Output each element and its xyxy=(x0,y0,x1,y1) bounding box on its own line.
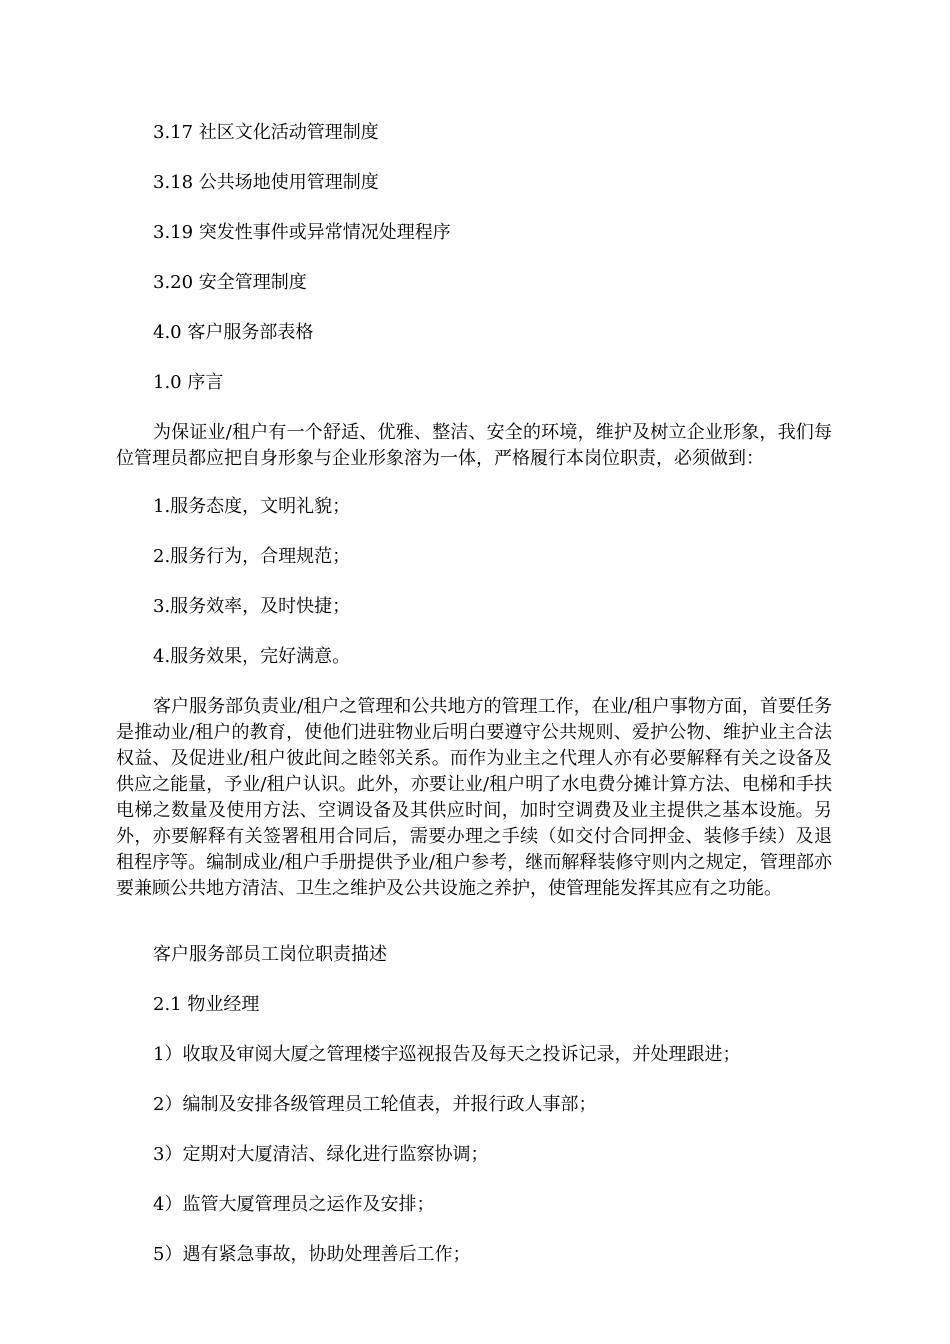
duty-item: 2）编制及安排各级管理员工轮值表，并报行政人事部； xyxy=(153,1094,597,1115)
toc-item: 3.19 突发性事件或异常情况处理程序 xyxy=(153,222,451,243)
duty-item: 5）遇有紧急事故，协助处理善后工作； xyxy=(153,1244,471,1265)
section-heading: 1.0 序言 xyxy=(153,372,224,393)
intro-paragraph: 为保证业/租户有一个舒适、优雅、整洁、安全的环境，维护及树立企业形象，我们每位管理员都应把自身形象与企业形象溶为一体，严格履行本岗位职责，必须做到： xyxy=(116,422,832,469)
service-point: 2.服务行为，合理规范； xyxy=(153,546,351,567)
duty-item: 4）监管大厦管理员之运作及安排； xyxy=(153,1194,435,1215)
service-point: 4.服务效果，完好满意。 xyxy=(153,646,351,667)
toc-item: 4.0 客户服务部表格 xyxy=(153,322,314,343)
toc-item: 3.18 公共场地使用管理制度 xyxy=(153,172,379,193)
toc-item: 3.20 安全管理制度 xyxy=(153,272,307,293)
role-title: 2.1 物业经理 xyxy=(153,994,260,1015)
toc-item: 3.17 社区文化活动管理制度 xyxy=(153,122,379,143)
duty-item: 1）收取及审阅大厦之管理楼宇巡视报告及每天之投诉记录，并处理跟进； xyxy=(153,1044,741,1065)
duty-item: 3）定期对大厦清洁、绿化进行监察协调； xyxy=(153,1144,489,1165)
department-paragraph: 客户服务部负责业/租户之管理和公共地方的管理工作，在业/租户事物方面，首要任务是推动业/租户的教育，使他们进驻物业后明白要遵守公共规则、爱护公物、维护业主合法权益、及促进业/租户彼此间之睦邻关系。而作为业主之代理人亦有必要解释有关之设备及供应之能量，予业/租户认识。此外，亦要让业/租户明了水电费分摊计算方法、电梯和手扶电梯之数量及使用方法、空调设备及其供应时间，加时空调费及业主提供之基本设施。另外，亦要解释有关签署租用合同后，需要办理之手续（如交付合同押金、装修手续）及退租程序等。编制成业/租户手册提供予业/租户参考，继而解释装修守则内之规定，管理部亦要兼顾公共地方清洁、卫生之维护及公共设施之养护，使管理能发挥其应有之功能。 xyxy=(116,696,832,899)
service-point: 1.服务态度，文明礼貌； xyxy=(153,496,351,517)
service-point: 3.服务效率，及时快捷； xyxy=(153,596,351,617)
section-title: 客户服务部员工岗位职责描述 xyxy=(153,944,387,965)
